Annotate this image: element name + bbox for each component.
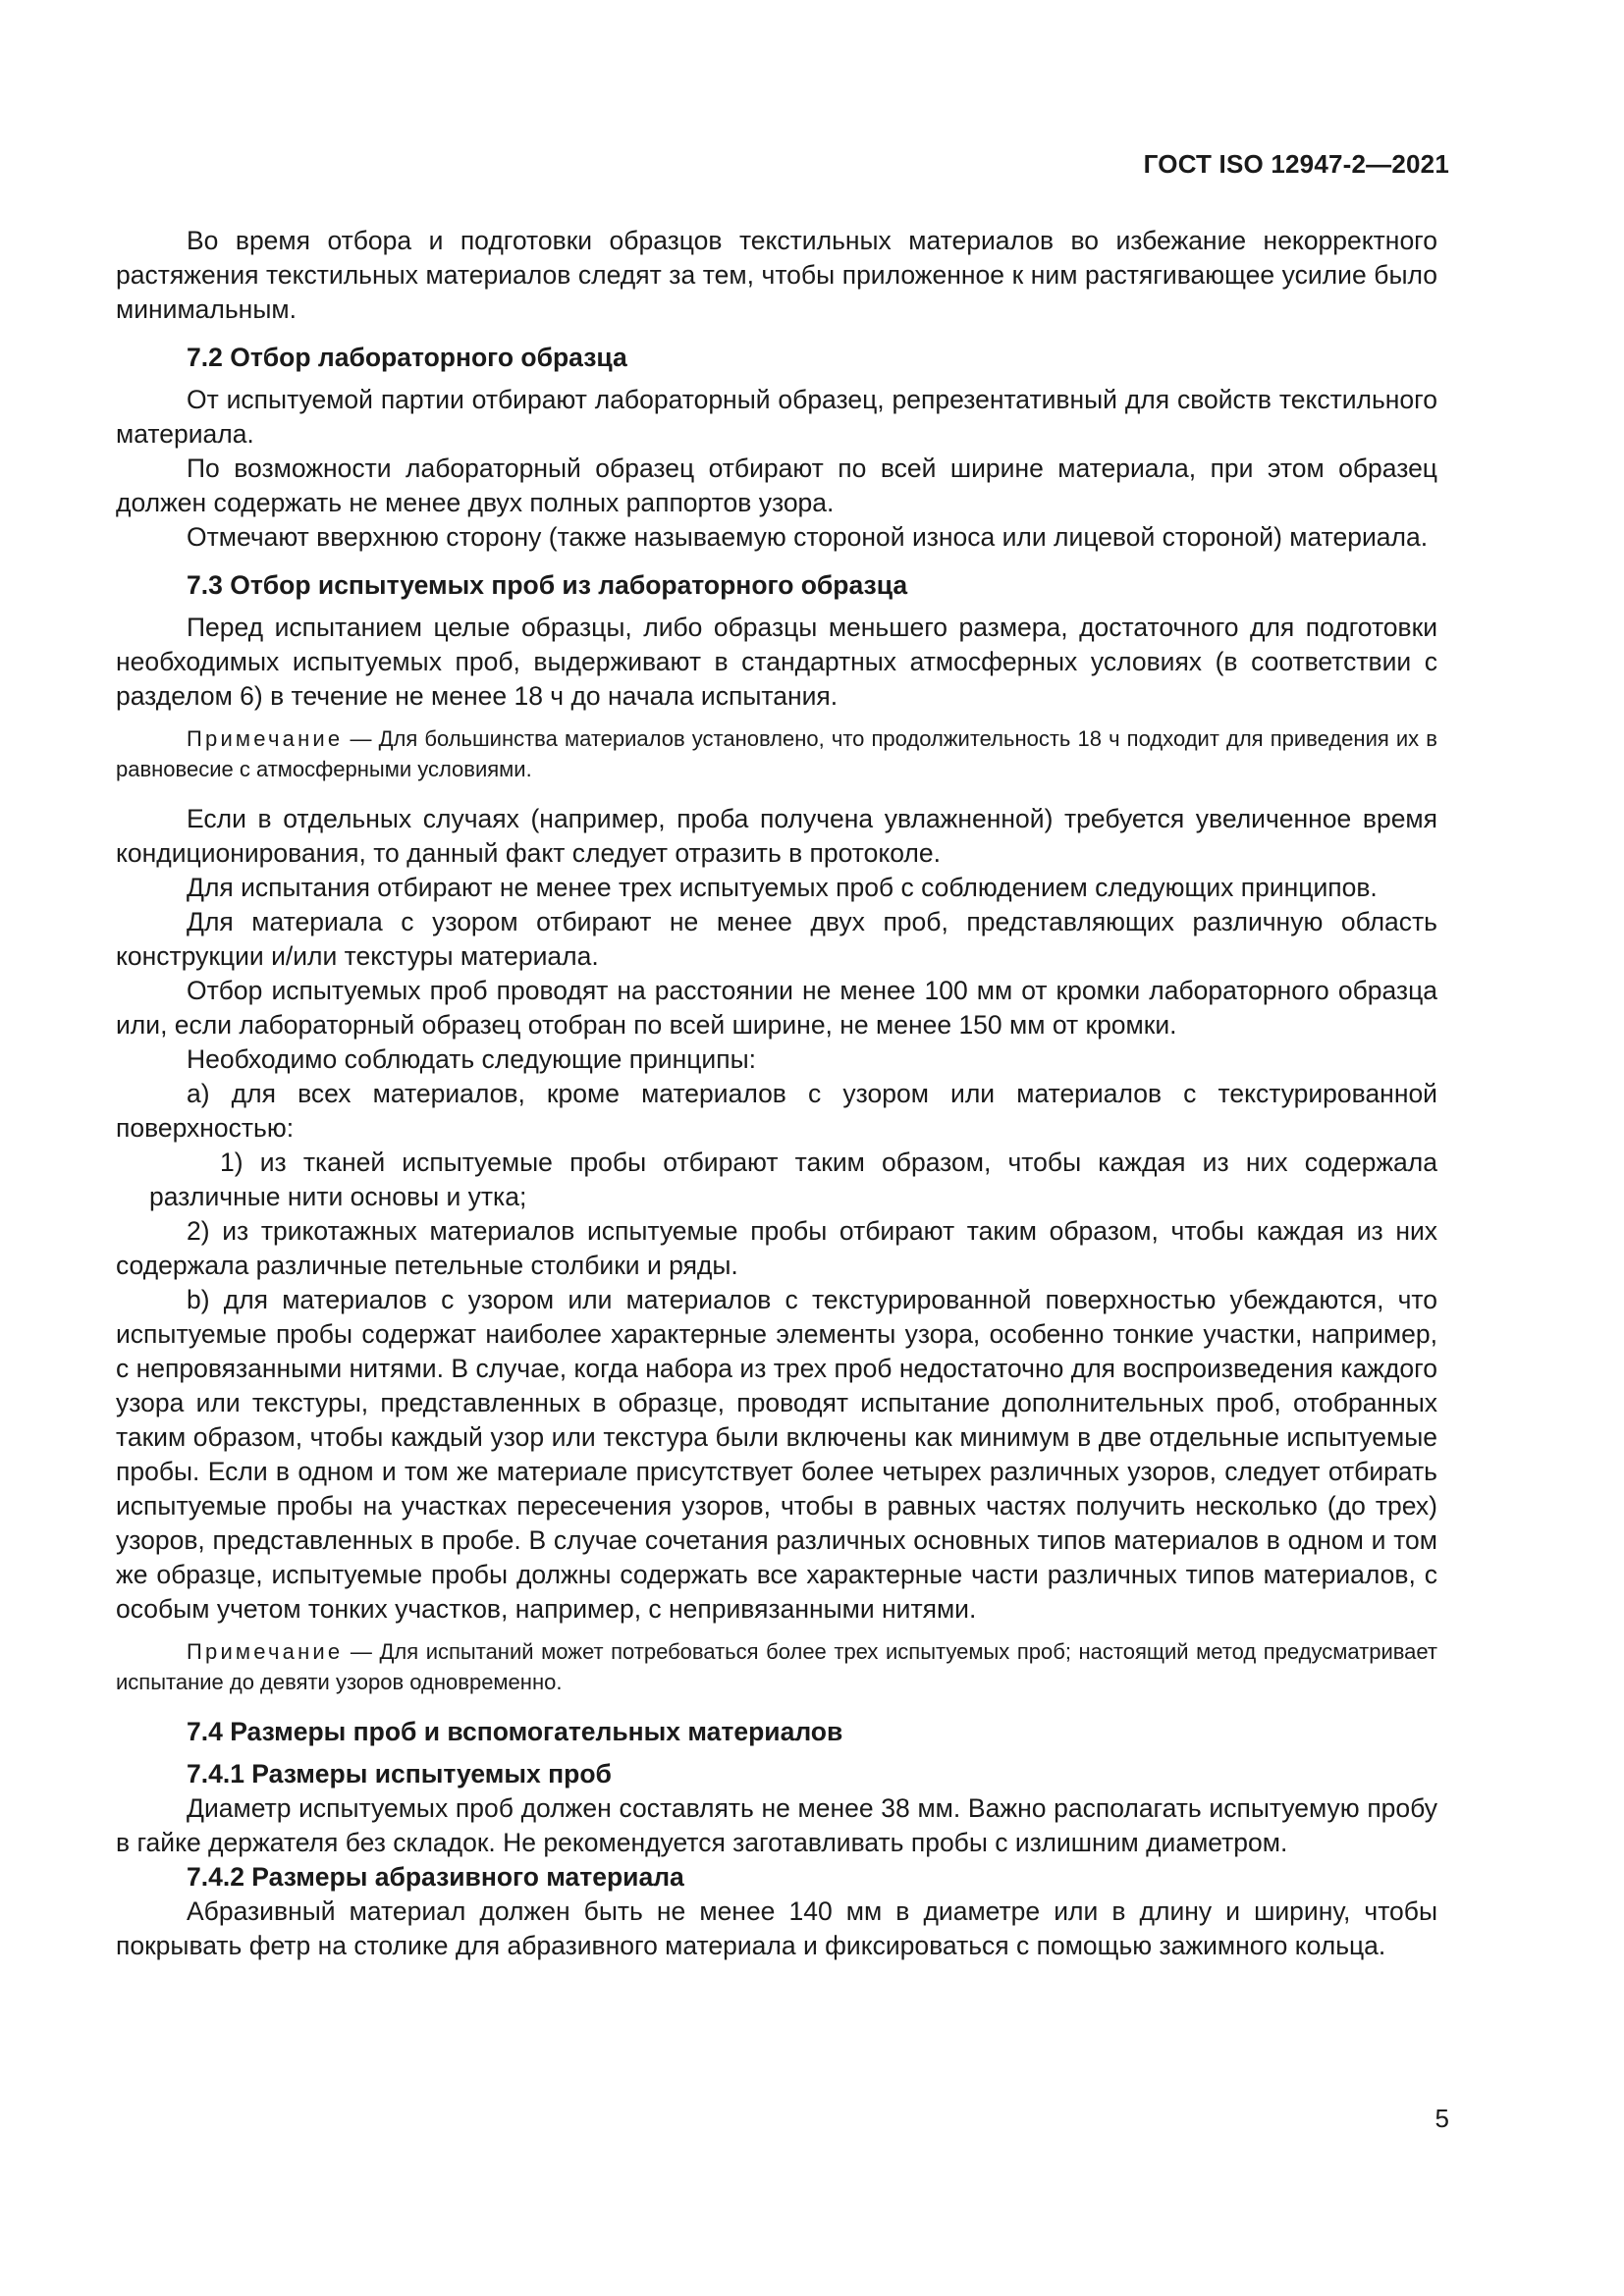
section-7-2-heading: 7.2 Отбор лабораторного образца <box>187 343 627 372</box>
note-2 <box>116 1636 1437 1697</box>
note-1-text: — Для большинства материалов установлено, что продолжительность 18 ч подходит для приведения их в равновесие с атмосферными условиями. <box>116 726 1437 781</box>
section-7-2-paragraph-2: По возможности лабораторный образец отбирают по всей ширине материала, при этом образец должен содержать не менее двух полных раппортов узора. <box>116 454 1437 517</box>
document-header: ГОСТ ISO 12947-2—2021 <box>1143 149 1449 179</box>
section-7-4-2-heading: 7.4.2 Размеры абразивного материала <box>187 1862 684 1892</box>
section-7-3-paragraph-3: Для испытания отбирают не менее трех испытуемых проб с соблюдением следующих принципов. <box>187 873 1378 902</box>
page-number: 5 <box>1435 2104 1449 2133</box>
list-item-a-2: 2) из трикотажных материалов испытуемые пробы отбирают таким образом, чтобы каждая из них содержала различные петельные столбики и ряды. <box>116 1216 1437 1280</box>
section-7-4-1-paragraph: Диаметр испытуемых проб должен составлять не менее 38 мм. Важно располагать испытуемую пробу в гайке держателя без складок. Не рекомендуется заготавливать пробы с излишним диаметром. <box>116 1793 1437 1857</box>
section-7-3-paragraph-6: Необходимо соблюдать следующие принципы: <box>187 1044 756 1074</box>
list-item-a-1: 1) из тканей испытуемые пробы отбирают таким образом, чтобы каждая из них содержала различные нити основы и утка; <box>149 1148 1437 1211</box>
note-2-label: Примечание <box>187 1639 344 1664</box>
section-7-3-heading: 7.3 Отбор испытуемых проб из лабораторного образца <box>187 570 908 600</box>
section-7-2-paragraph-1: От испытуемой партии отбирают лабораторный образец, репрезентативный для свойств текстильного материала. <box>116 385 1437 449</box>
section-7-4-1-heading: 7.4.1 Размеры испытуемых проб <box>187 1759 612 1789</box>
intro-paragraph: Во время отбора и подготовки образцов текстильных материалов во избежание некорректного растяжения текстильных материалов следят за тем, чтобы приложенное к ним растягивающее усилие было минимальным. <box>116 226 1437 324</box>
section-7-4-heading: 7.4 Размеры проб и вспомогательных материалов <box>187 1717 843 1746</box>
section-7-3-paragraph-1: Перед испытанием целые образцы, либо образцы меньшего размера, достаточного для подготовки необходимых испытуемых проб, выдерживают в стандартных атмосферных условиях (в соответствии с разделом 6) в течение не менее 18 ч до начала испытания. <box>116 613 1437 711</box>
list-item-a: а) для всех материалов, кроме материалов с узором или материалов с текстурированной поверхностью: <box>116 1079 1437 1143</box>
document-body <box>116 224 1437 1963</box>
section-7-3-paragraph-2: Если в отдельных случаях (например, проба получена увлажненной) требуется увеличенное время кондиционирования, то данный факт следует отразить в протоколе. <box>116 804 1437 868</box>
note-1 <box>116 723 1437 784</box>
section-7-3-paragraph-5: Отбор испытуемых проб проводят на расстоянии не менее 100 мм от кромки лабораторного образца или, если лабораторный образец отобран по всей ширине, не менее 150 мм от кромки. <box>116 976 1437 1040</box>
note-1-label: Примечание <box>187 726 344 751</box>
section-7-4-2-paragraph: Абразивный материал должен быть не менее 140 мм в диаметре или в длину и ширину, чтобы покрывать фетр на столике для абразивного материала и фиксироваться с помощью зажимного кольца. <box>116 1896 1437 1960</box>
section-7-3-paragraph-4: Для материала с узором отбирают не менее двух проб, представляющих различную область конструкции и/или текстуры материала. <box>116 907 1437 971</box>
section-7-2-paragraph-3: Отмечают вверхнюю сторону (также называемую стороной износа или лицевой стороной) материала. <box>187 522 1429 552</box>
list-item-b: b) для материалов с узором или материалов с текстурированной поверхностью убеждаются, что испытуемые пробы содержат наиболее характерные элементы узора, особенно тонкие участки, например, с непровязанными нитями. В случае, когда набора из трех проб недостаточно для воспроизведения каждого узора или текстуры, представленных в образце, проводят испытание дополнительных проб, отобранных таким образом, чтобы каждый узор или текстура были включены как минимум в две отдельные испытуемые пробы. Если в одном и том же материале присутствует более четырех различных узоров, следует отбирать испытуемые пробы на участках пересечения узоров, чтобы в равных частях получить несколько (до трех) узоров, представленных в пробе. В случае сочетания различных основных типов материалов в одном и том же образце, испытуемые пробы должны содержать все характерные части различных типов материалов, с особым учетом тонких участков, например, с непривязанными нитями. <box>116 1285 1437 1624</box>
note-2-text: — Для испытаний может потребоваться более трех испытуемых проб; настоящий метод предусматривает испытание до девяти узоров одновременно. <box>116 1639 1437 1694</box>
